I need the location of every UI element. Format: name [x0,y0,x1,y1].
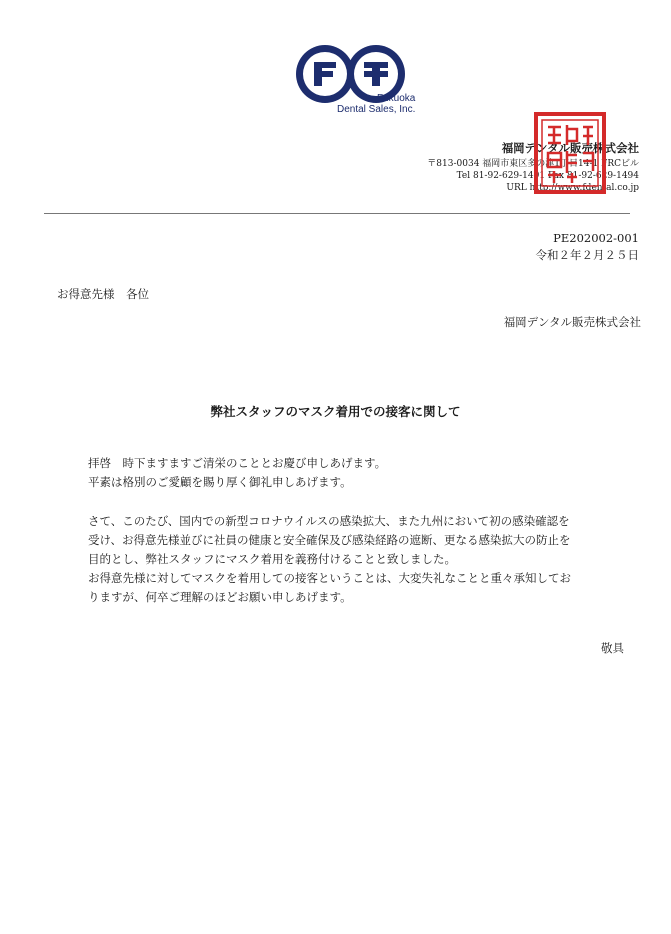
document-number: PE202002-001 [553,231,639,245]
company-address: 〒813-0034 福岡市東区多の津1丁目14-1 FRCビル [427,159,639,169]
greeting-line-1: 拝啓 時下ますますご清栄のこととお慶び申しあげます。 [88,456,387,470]
recipient-line: お得意先様 各位 [57,287,149,301]
logo-line-1: Fukuoka [377,93,416,104]
header-divider [44,213,630,214]
greeting-paragraph [88,454,628,492]
closing-keigu: 敬具 [601,641,624,655]
document-meta [536,230,640,264]
main-line-1: さて、このたび、国内での新型コロナウイルスの感染拡大、また九州において初の感染確認を [88,514,570,528]
company-seal-stamp [533,111,607,195]
main-line-3: 目的とし、弊社スタッフにマスク着用を義務付けることと致しました。 [88,552,456,566]
main-paragraph [88,512,628,607]
company-tel-fax: Tel 81-92-629-1491 Fax 81-92-629-1494 [456,171,639,181]
company-name: 福岡デンタル販売株式会社 [501,141,639,155]
document-title: 弊社スタッフのマスク着用での接客に関して [210,404,461,419]
logo-line-2: Dental Sales, Inc. [337,104,416,115]
main-line-5: りますが、何卒ご理解のほどお願い申しあげます。 [88,590,352,604]
main-line-4: お得意先様に対してマスクを着用しての接客ということは、大変失礼なことと重々承知してお [88,571,571,585]
sender-line: 福岡デンタル販売株式会社 [503,315,641,329]
company-url: URL http://www.fdental.co.jp [506,183,639,193]
main-line-2: 受け、お得意先様並びに社員の健康と安全確保及び感染経路の遮断、更なる感染拡大の防止を [88,533,571,547]
document-date: 令和２年２月２５日 [535,248,639,262]
greeting-line-2: 平素は格別のご愛顧を賜り厚く御礼申しあげます。 [88,475,352,489]
logo-wordmark [337,93,415,115]
